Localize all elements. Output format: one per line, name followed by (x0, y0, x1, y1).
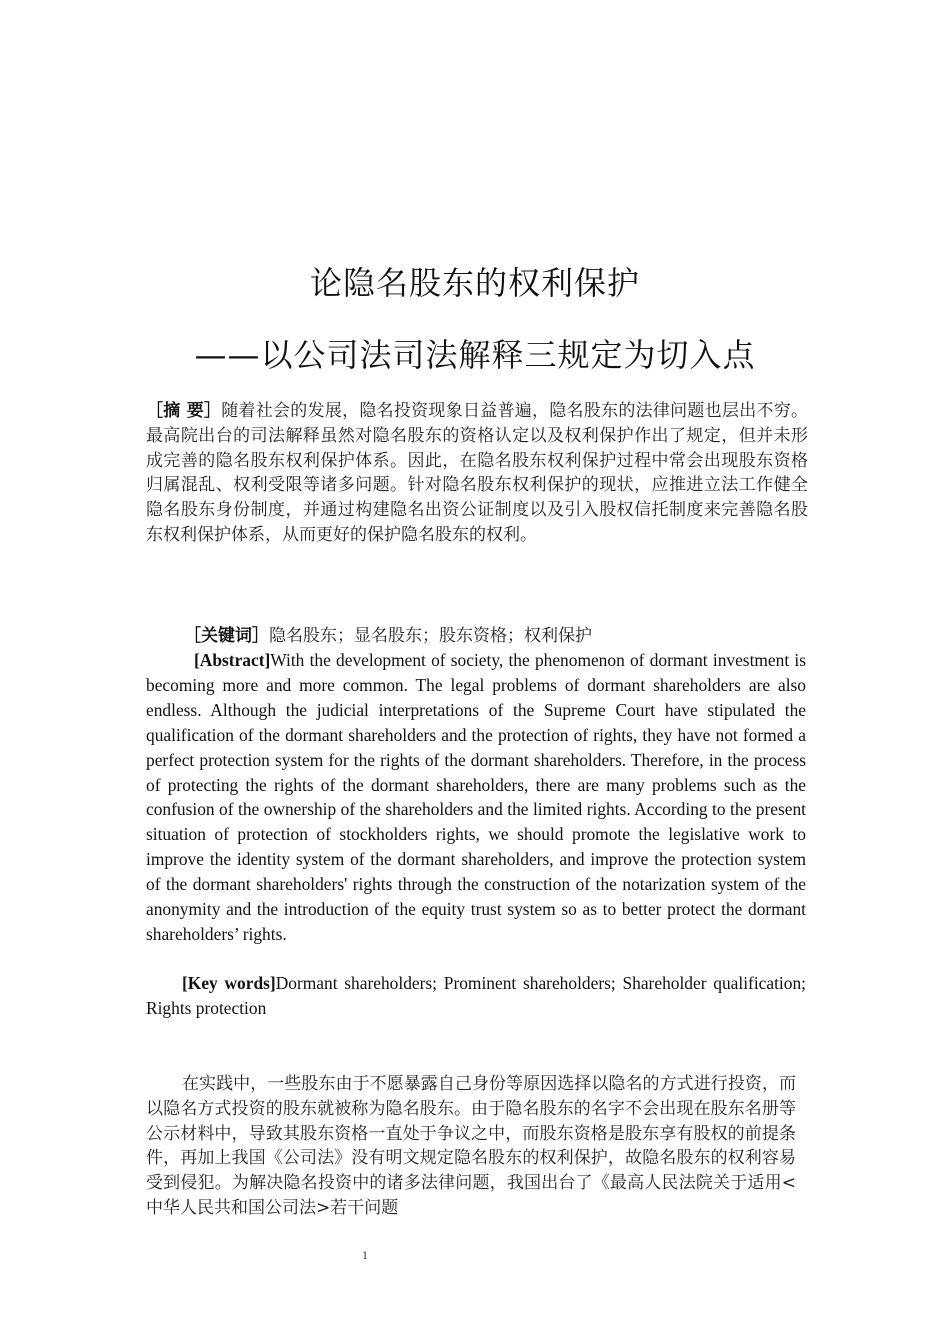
chinese-keywords-label: ［关键词］ (184, 626, 269, 646)
english-keywords-text: Dormant shareholders; Prominent shareholders; Shareholder qualification; Rights protection (146, 973, 806, 1018)
chinese-keywords (184, 624, 808, 649)
paper-title: 论隐名股东的权利保护 (309, 264, 640, 302)
chinese-abstract-text: 随着社会的发展，隐名投资现象日益普遍，隐名股东的法律问题也层出不穷。最高院出台的司法解释虽然对隐名股东的资格认定以及权利保护作出了规定，但并未形成完善的隐名股东权利保护体系。因此，在隐名股东权利保护过程中常会出现股东资格归属混乱、权利受限等诸多问题。针对隐名股东权利保护的现状，应推进立法工作健全隐名股东身份制度，并通过构建隐名出资公证制度以及引入股权信托制度来完善隐名股东权利保护体系，从而更好的保护隐名股东的权利。 (146, 401, 809, 545)
english-abstract (146, 648, 806, 947)
paper-subtitle: ——以公司法司法解释三规定为切入点 (194, 336, 756, 374)
body-paragraph: 在实践中，一些股东由于不愿暴露自己身份等原因选择以隐名的方式进行投资，而以隐名方式投资的股东就被称为隐名股东。由于隐名股东的名字不会出现在股东名册等公示材料中，导致其股东资格一直处于争议之中，而股东资格是股东享有股权的前提条件，再加上我国《公司法》没有明文规定隐名股东的权利保护，故隐名股东的权利容易受到侵犯。为解决隐名投资中的诸多法律问题，我国出台了《最高人民法院关于适用<中华人民共和国公司法>若干问题 (146, 1074, 796, 1218)
english-abstract-label: [Abstract] (194, 650, 271, 670)
chinese-abstract-label: ［摘 要］ (146, 401, 222, 421)
english-keywords (146, 971, 806, 1021)
english-abstract-text: With the development of society, the phenomenon of dormant investment is becoming more and more common. The legal problems of dormant shareholders are also endless. Although the judicial interpretations of the Supreme Court have stipulated the qualification of the dormant shareholders and the protection of rights, they have not formed a perfect protection system for the rights of the dormant shareholders. Therefore, in the process of protecting the rights of the dormant shareholders, there are many problems such as the confusion of the ownership of the shareholders and the limited rights. According to the present situation of protection of stockholders rights, we should promote the legislative work to improve the identity system of the dormant shareholders, and improve the protection system of the dormant shareholders' rights through the construction of the notarization system of the anonymity and the introduction of the equity trust system so as to better protect the dormant shareholders’ rights. (146, 650, 806, 944)
chinese-keywords-text: 隐名股东；显名股东；股东资格；权利保护 (269, 626, 592, 646)
chinese-abstract (146, 399, 808, 548)
page-number: 1 (362, 1248, 368, 1262)
english-keywords-label: [Key words] (182, 973, 276, 993)
